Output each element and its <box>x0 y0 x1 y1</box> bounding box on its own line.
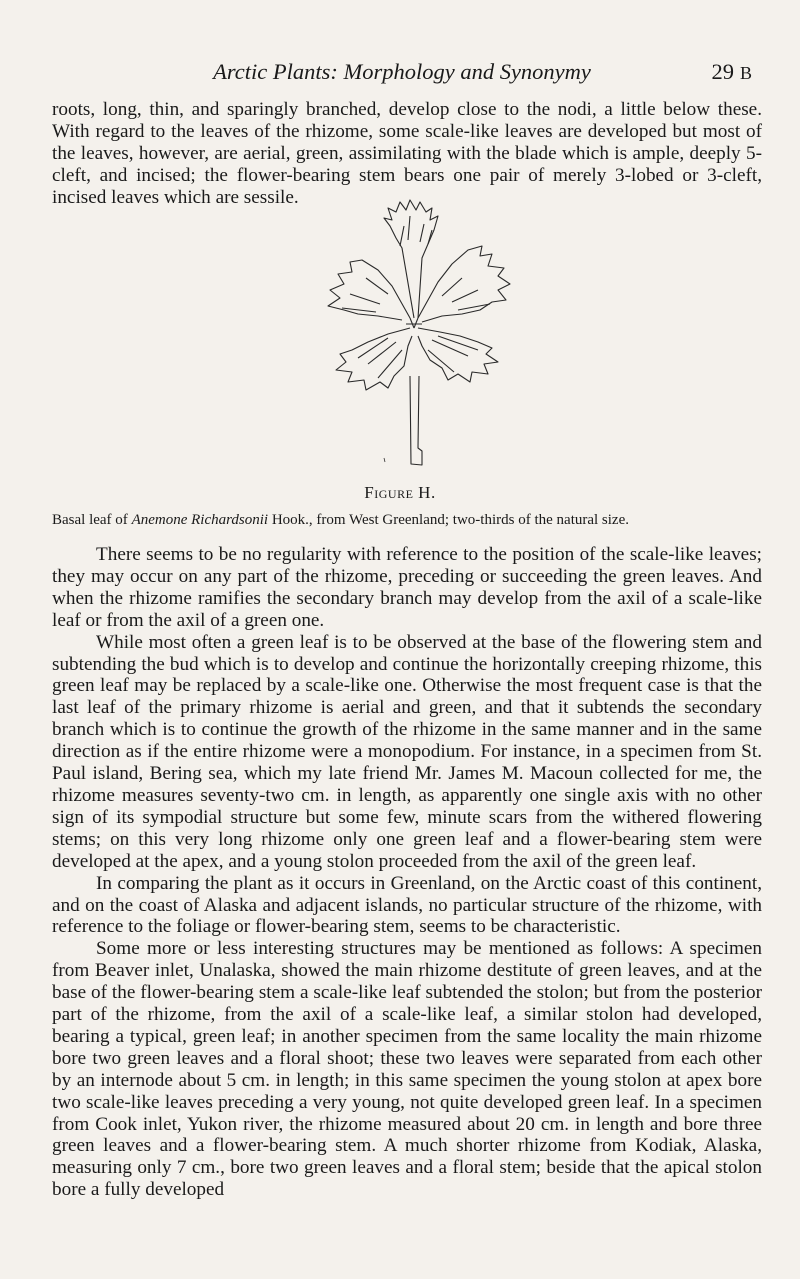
petiole <box>410 376 422 465</box>
leaf-illustration <box>292 186 532 476</box>
figure-h <box>0 186 800 486</box>
body-text <box>52 544 762 1201</box>
paragraph: In comparing the plant as it occurs in Greenland, on the Arctic coast of this continent, and on the coast of Alaska and adjacent islands, no particular structure of the rhizome, with reference to the foliage or flower-bearing stem, seems to be characteristic. <box>52 872 762 938</box>
page-number-value: 29 <box>711 59 734 84</box>
page-number <box>711 58 752 87</box>
caption-species: Anemone Richardsonii <box>131 512 269 528</box>
figure-label: Figure H. <box>364 483 436 502</box>
paragraph: There seems to be no regularity with reference to the position of the scale-like leaves; they may occur on any part of the rhizome, preceding or succeeding the green leaves. And when the rhizome ramifies the secondary branch may develop from the axil of a scale-like leaf or from the axil of a green one. <box>52 544 762 631</box>
paragraph: roots, long, thin, and sparingly branched, develop close to the nodi, a little below these. With regard to the leaves of the rhizome, some scale-like leaves are developed but most of the leaves, however, are aerial, green, assimilating with the blade which is ample, deeply 5-cleft, and incised; the flower-bearing stem bears one pair of merely 3-lobed or 3-cleft, incised leaves which are sessile. <box>52 99 762 208</box>
paragraph: Some more or less interesting structures may be mentioned as follows: A specimen from Beaver inlet, Unalaska, showed the main rhizome destitute of green leaves, and at the base of the flower-bearing stem a scale-like leaf subtended the stolon; but from the posterior part of the rhizome, from the axil of a scale-like leaf, a similar stolon had developed, bearing a typical, green leaf; in another specimen from the same locality the main rhizome bore two green leaves and a floral shoot; these two leaves were separated from each other by an internode about 5 cm. in length; in this same specimen the young stolon at apex bore two scale-like leaves preceding a very young, not quite developed green leaf. In a specimen from Cook inlet, Yukon river, the rhizome measured about 20 cm. in length and bore three green leaves and a flower-bearing stem. A much shorter rhizome from Kodiak, Alaska, measuring only 7 cm., bore two green leaves and a floral stem; beside that the apical stolon bore a fully developed <box>52 938 762 1201</box>
central-lobe <box>384 200 438 318</box>
caption-prefix: Basal leaf of <box>52 512 132 528</box>
paragraph: While most often a green leaf is to be observed at the base of the flowering stem and subtending the bud which is to develop and continue the horizontally creeping rhizome, this green leaf may be replaced by a scale-like one. Otherwise the most frequent case is that the last leaf of the primary rhizome is aerial and green, and that it subtends the secondary branch which is to continue the growth of the rhizome in the same manner and in the same direction as if the entire rhizome were a monopodium. For instance, in a specimen from St. Paul island, Bering sea, which my late friend Mr. James M. Macoun collected for me, the rhizome measures seventy-two cm. in length, as apparently one single axis with no other sign of its sympodial structure but some few, minute scars from the withered flowering stems; on this very long rhizome only one green leaf and a flower-bearing stem were developed at the apex, and a young stolon proceeded from the axil of the green leaf. <box>52 631 762 872</box>
page-number-suffix: B <box>739 63 752 83</box>
lower-right-lobe <box>418 328 498 382</box>
figure-caption <box>52 510 762 530</box>
stray-mark <box>384 458 385 462</box>
caption-suffix: Hook., from West Greenland; two-thirds of the natural size. <box>268 512 630 528</box>
upper-right-lobe <box>418 246 510 322</box>
running-title: Arctic Plants: Morphology and Synonymy <box>213 59 591 84</box>
